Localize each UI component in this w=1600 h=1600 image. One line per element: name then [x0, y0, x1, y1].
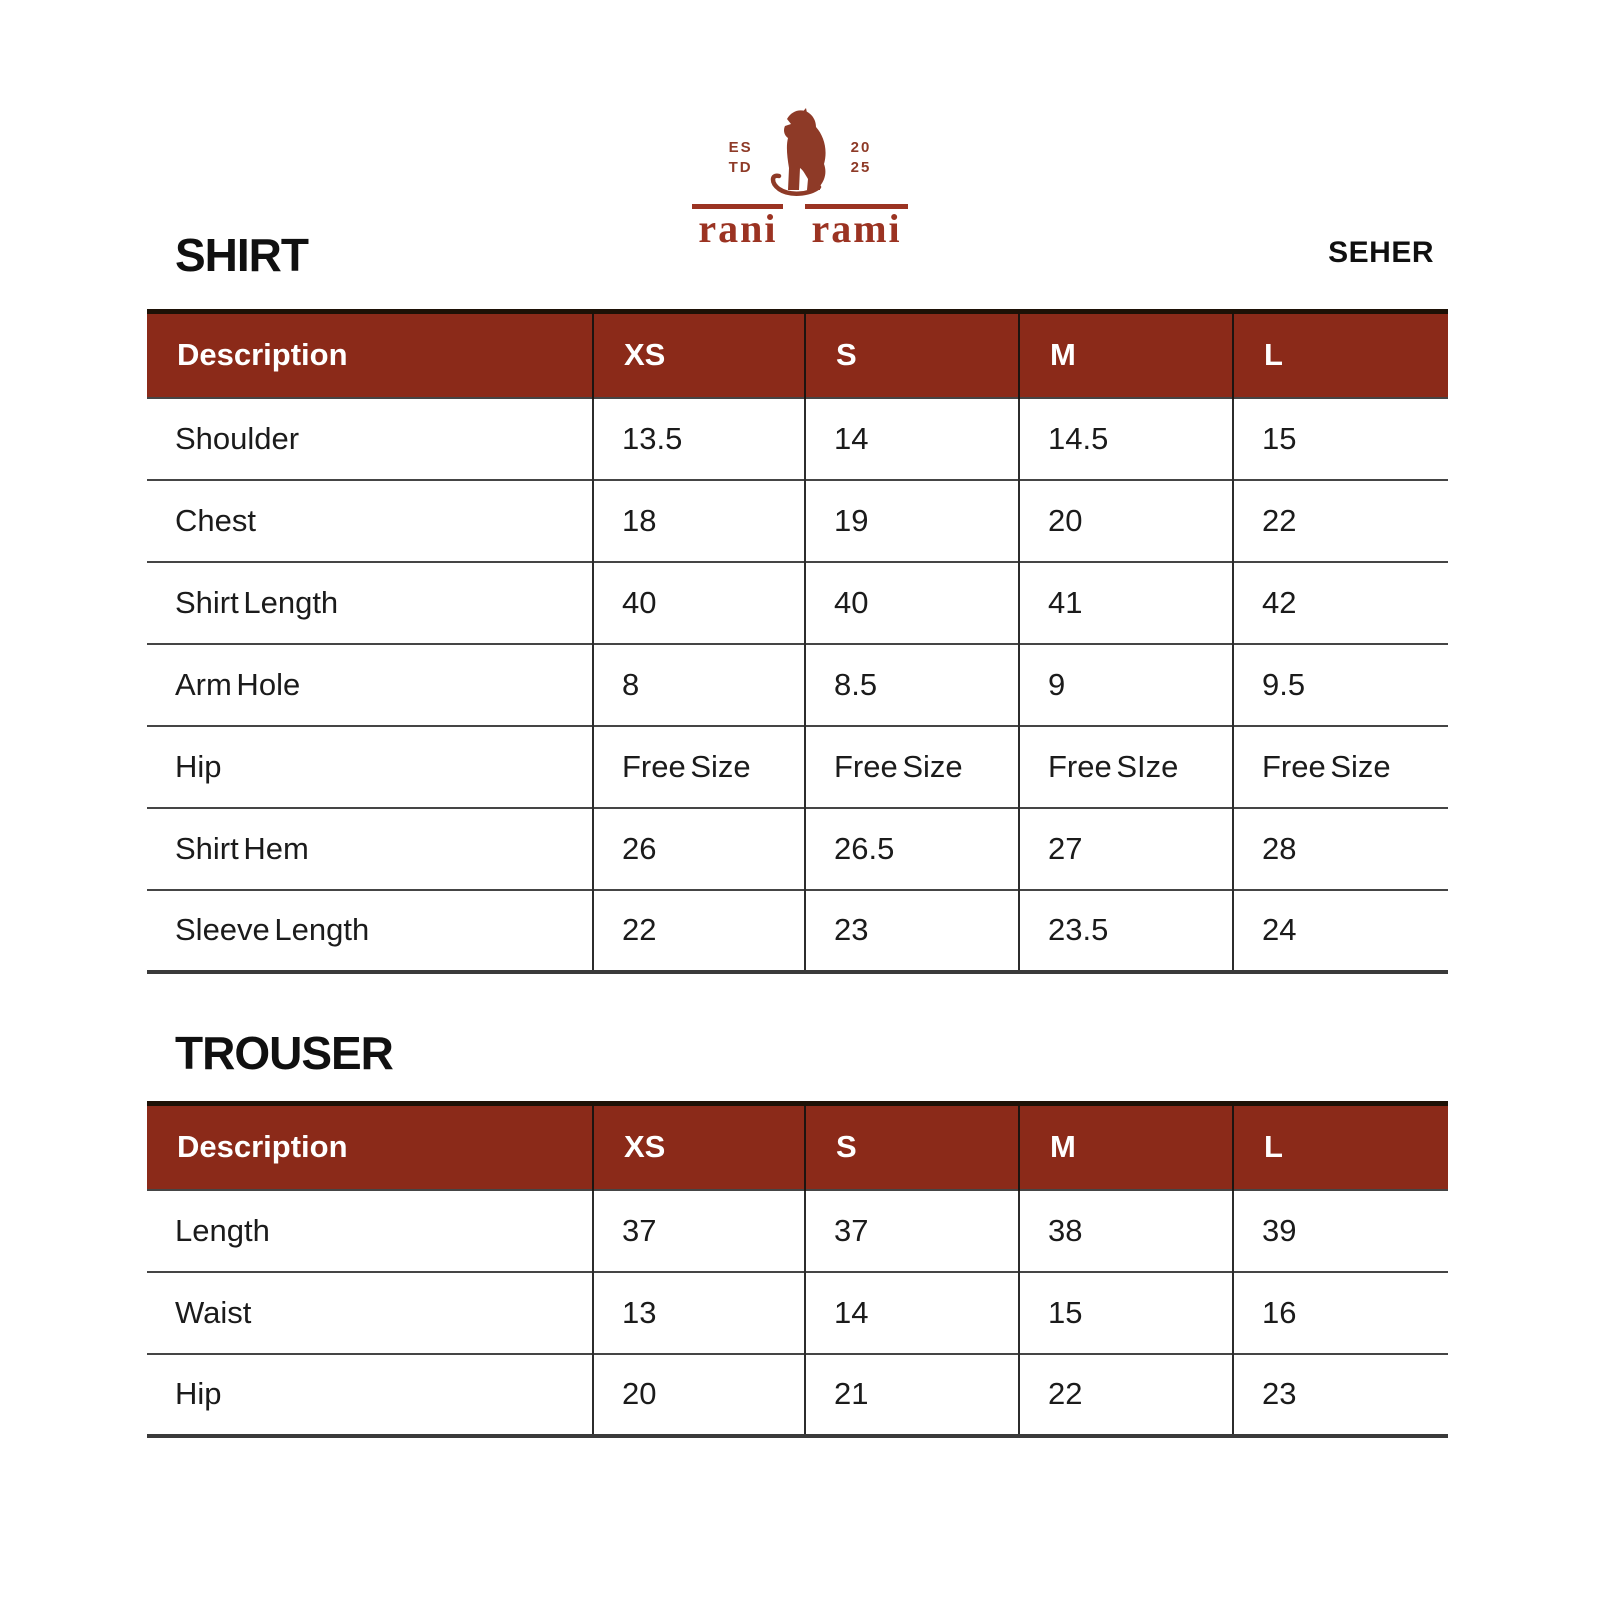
cell-value: 9.5 — [1233, 644, 1448, 726]
brand-wordmark — [692, 204, 907, 249]
shirt-section-title: SHIRT — [175, 229, 308, 281]
cell-value: 37 — [805, 1190, 1019, 1272]
cell-value: 21 — [805, 1354, 1019, 1436]
column-header-m: M — [1019, 312, 1233, 398]
row-label: Hip — [147, 726, 593, 808]
estd-text — [729, 138, 753, 197]
row-label: Length — [147, 1190, 593, 1272]
cell-value: 27 — [1019, 808, 1233, 890]
cell-value: 8 — [593, 644, 805, 726]
year-text — [851, 138, 872, 197]
cell-value: 26 — [593, 808, 805, 890]
cell-value: 19 — [805, 480, 1019, 562]
cell-value: 26.5 — [805, 808, 1019, 890]
table-row — [147, 398, 1448, 480]
cell-value: 18 — [593, 480, 805, 562]
cell-value: 40 — [805, 562, 1019, 644]
wordmark-word-2: rami — [805, 204, 907, 249]
row-label: Sleeve Length — [147, 890, 593, 972]
cell-value: 28 — [1233, 808, 1448, 890]
column-header-s: S — [805, 312, 1019, 398]
cell-value: 37 — [593, 1190, 805, 1272]
table-row — [147, 808, 1448, 890]
cell-value: 13 — [593, 1272, 805, 1354]
cell-value: Free SIze — [1019, 726, 1233, 808]
cell-value: 39 — [1233, 1190, 1448, 1272]
row-label: Shirt Length — [147, 562, 593, 644]
cell-value: 40 — [593, 562, 805, 644]
table-row — [147, 1190, 1448, 1272]
cell-value: Free Size — [593, 726, 805, 808]
tiger-logo-icon — [767, 108, 837, 196]
cell-value: Free Size — [805, 726, 1019, 808]
trouser-section-title: TROUSER — [175, 1027, 393, 1079]
row-label: Chest — [147, 480, 593, 562]
shirt-size-table — [147, 309, 1448, 974]
cell-value: 14 — [805, 398, 1019, 480]
table-row — [147, 890, 1448, 972]
cell-value: 14 — [805, 1272, 1019, 1354]
cell-value: 38 — [1019, 1190, 1233, 1272]
column-header-description: Description — [147, 312, 593, 398]
year-line2: 25 — [850, 158, 872, 176]
estd-line1: ES — [728, 138, 753, 156]
cell-value: 14.5 — [1019, 398, 1233, 480]
table-row — [147, 726, 1448, 808]
cell-value: 15 — [1019, 1272, 1233, 1354]
shirt-header-row — [147, 312, 1448, 398]
product-name: SEHER — [1328, 236, 1434, 269]
estd-line2: TD — [728, 158, 753, 176]
trouser-header-row — [147, 1104, 1448, 1190]
table-row — [147, 1272, 1448, 1354]
column-header-s: S — [805, 1104, 1019, 1190]
cell-value: 8.5 — [805, 644, 1019, 726]
table-row — [147, 1354, 1448, 1436]
column-header-xs: XS — [593, 312, 805, 398]
cell-value: 22 — [593, 890, 805, 972]
row-label: Hip — [147, 1354, 593, 1436]
cell-value: 23 — [1233, 1354, 1448, 1436]
column-header-l: L — [1233, 1104, 1448, 1190]
row-label: Shirt Hem — [147, 808, 593, 890]
cell-value: 16 — [1233, 1272, 1448, 1354]
row-label: Arm Hole — [147, 644, 593, 726]
cell-value: 13.5 — [593, 398, 805, 480]
row-label: Waist — [147, 1272, 593, 1354]
cell-value: 15 — [1233, 398, 1448, 480]
cell-value: 23 — [805, 890, 1019, 972]
year-line1: 20 — [850, 138, 872, 156]
cell-value: 41 — [1019, 562, 1233, 644]
cell-value: 22 — [1019, 1354, 1233, 1436]
cell-value: 9 — [1019, 644, 1233, 726]
table-row — [147, 562, 1448, 644]
wordmark-word-1: rani — [692, 204, 783, 249]
table-row — [147, 644, 1448, 726]
table-row — [147, 480, 1448, 562]
cell-value: 20 — [593, 1354, 805, 1436]
column-header-xs: XS — [593, 1104, 805, 1190]
column-header-description: Description — [147, 1104, 593, 1190]
row-label: Shoulder — [147, 398, 593, 480]
cell-value: 22 — [1233, 480, 1448, 562]
cell-value: 23.5 — [1019, 890, 1233, 972]
cell-value: 24 — [1233, 890, 1448, 972]
cell-value: 20 — [1019, 480, 1233, 562]
column-header-l: L — [1233, 312, 1448, 398]
trouser-size-table — [147, 1101, 1448, 1438]
cell-value: 42 — [1233, 562, 1448, 644]
cell-value: Free Size — [1233, 726, 1448, 808]
column-header-m: M — [1019, 1104, 1233, 1190]
